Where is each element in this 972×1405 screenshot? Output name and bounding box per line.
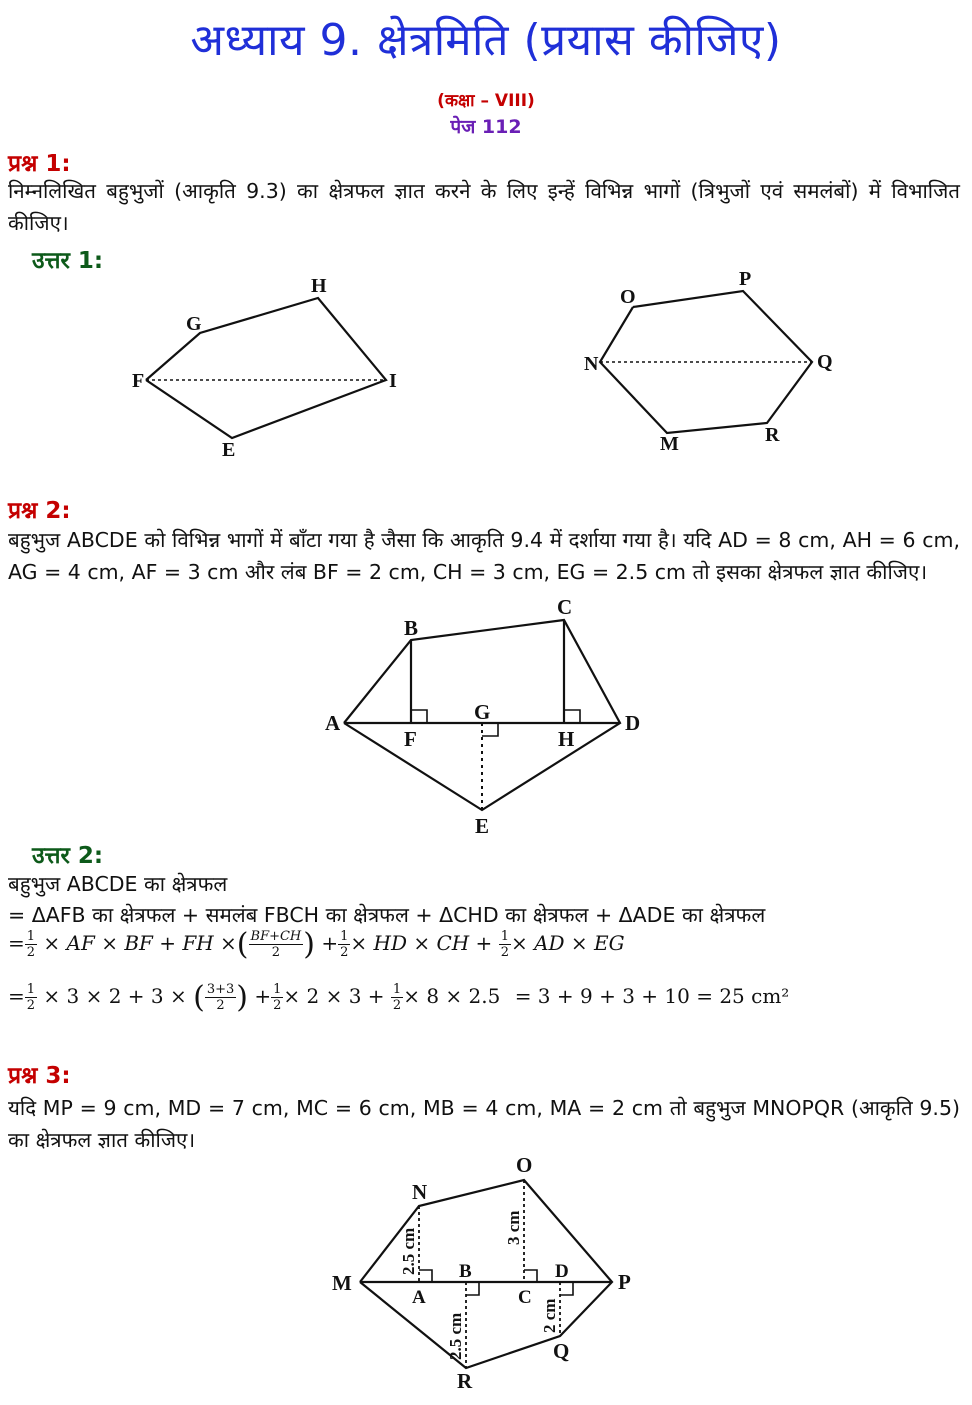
page-title: अध्याय 9. क्षेत्रमिति (प्रयास कीजिए) (190, 15, 782, 66)
dim-dq: 2 cm (540, 1298, 559, 1333)
label-g: G (474, 700, 491, 724)
label-c: C (518, 1287, 532, 1308)
label-g: G (186, 313, 202, 335)
label-a: A (325, 711, 341, 735)
label-f: F (132, 370, 145, 392)
label-d: D (555, 1261, 569, 1282)
label-d: D (625, 711, 641, 735)
question-1-text: निम्नलिखित बहुभुजों (आकृति 9.3) का क्षेत्रफल ज्ञात करने के लिए इन्हें विभिन्न भागों (त्रिभुजों एवं समलंबों) में विभाजित कीजिए। (8, 179, 960, 235)
label-o: O (516, 1153, 533, 1177)
label-i: I (389, 370, 397, 392)
label-m: M (660, 433, 679, 455)
label-n: N (584, 353, 599, 375)
dim-br: 2.5 cm (446, 1312, 465, 1360)
label-m: M (332, 1271, 352, 1295)
label-c: C (557, 595, 573, 619)
label-p: P (618, 1270, 631, 1294)
figure-9-5 (0, 1150, 972, 1400)
label-r: R (765, 424, 780, 446)
question-1-heading: प्रश्न 1: (8, 151, 71, 177)
label-b: B (404, 616, 419, 640)
polygon-mnopqr (360, 1180, 612, 1368)
label-r: R (457, 1369, 473, 1393)
label-q: Q (817, 351, 833, 373)
label-e: E (475, 814, 490, 838)
label-p: P (739, 268, 752, 290)
label-a: A (412, 1287, 426, 1308)
answer-2-formula: = $\frac{1}{2}$ × AF × BF + FH ×( $\frac{BF+CH}{2}$ ) + $\frac{1}{2}$ × HD × CH + $\frac{1}{2}$ × AD × EG (8, 927, 625, 962)
label-h: H (311, 275, 327, 297)
answer-2-line-2: = ΔAFB का क्षेत्रफल + समलंब FBCH का क्षेत्रफल + ΔCHD का क्षेत्रफल + ΔADE का क्षेत्रफल (8, 903, 766, 927)
polygon-mnopqr (600, 291, 812, 433)
question-2-text: बहुभुज ABCDE को विभिन्न भागों में बाँटा गया है जैसा कि आकृति 9.4 में दर्शाया गया है। यदि AD = 8 cm, AH = 6 cm, AG = 4 cm, AF = 3 cm और लंब BF = 2 cm, CH = 3 cm, EG = 2.5 cm तो इसका क्षेत्रफल ज्ञात कीजिए। (8, 528, 960, 584)
answer-2-calculation: = $\frac{1}{2}$ × 3 × 2 + 3 × ( $\frac{3+3}{2}$ ) + $\frac{1}{2}$ × 2 × 3 + $\frac{1}{2}$ × 8 × 2.5 = 3 + 9 + 3 + 10 = 25 cm² (8, 980, 790, 1015)
figure-9-4 (0, 590, 972, 840)
answer-1-heading: उत्तर 1: (32, 248, 104, 274)
label-f: F (404, 727, 417, 751)
question-2-heading: प्रश्न 2: (8, 498, 71, 524)
label-b: B (459, 1261, 472, 1282)
label-e: E (222, 439, 236, 461)
answer-2-heading: उत्तर 2: (32, 843, 104, 869)
class-label: (कक्षा – VIII) (437, 91, 535, 111)
question-3-text: यदि MP = 9 cm, MD = 7 cm, MC = 6 cm, MB = 4 cm, MA = 2 cm तो बहुभुज MNOPQR (आकृति 9.5) का क्षेत्रफल ज्ञात कीजिए। (8, 1096, 960, 1152)
page-label: पेज 112 (450, 116, 522, 138)
label-o: O (620, 286, 636, 308)
label-q: Q (553, 1339, 570, 1363)
label-n: N (412, 1180, 428, 1204)
answer-2-line-1: बहुभुज ABCDE का क्षेत्रफल (8, 872, 228, 896)
dim-an: 2.5 cm (399, 1227, 418, 1275)
figure-9-3 (0, 265, 972, 465)
dim-co: 3 cm (504, 1210, 523, 1245)
polygon-efghi (146, 298, 386, 438)
label-h: H (558, 727, 575, 751)
question-3-heading: प्रश्न 3: (8, 1063, 71, 1089)
